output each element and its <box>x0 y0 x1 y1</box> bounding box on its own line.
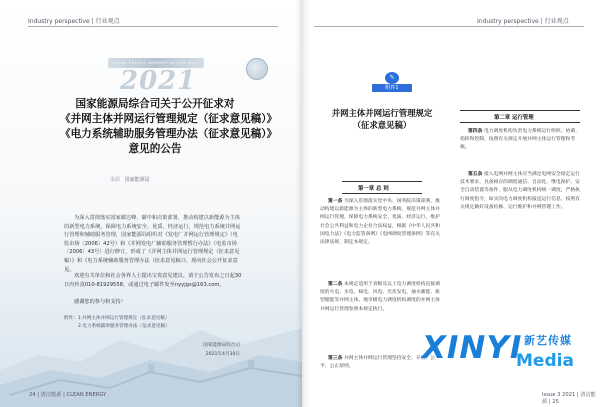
left-footer-journal-cn: 清洁能源 <box>40 392 62 398</box>
left-footer-journal-en: CLEAN ENERGY <box>66 392 107 398</box>
title-line: 《电力系统辅助服务管理办法（征求意见稿）》 <box>60 128 278 140</box>
badge-label: 附件1 <box>372 84 412 92</box>
right-header-rule <box>314 26 584 27</box>
signoff-org: 国家能源局综合司 <box>203 343 240 348</box>
article <box>320 198 444 247</box>
logo-cn: 新艺传媒 <box>524 334 572 347</box>
right-footer: Issue 3 2021 | 清洁能源 | 25 <box>542 392 596 405</box>
article <box>460 171 580 212</box>
article-text: 并网主体并网运行管理坚持安全、开放、公平、公正原则。 <box>320 356 436 370</box>
source-line <box>110 176 150 183</box>
left-header-en: Industry perspective <box>28 18 90 25</box>
body-paragraph: 感谢您的参与和支持！ <box>74 299 126 305</box>
signoff <box>170 342 240 359</box>
article-number: 第三条 <box>328 356 343 361</box>
attachment-badge <box>372 72 412 94</box>
right-footer-journal-cn: 清洁能源 <box>542 392 596 405</box>
article-number: 第二条 <box>328 282 343 287</box>
chapter-heading: 第一章 总 则 <box>358 186 389 192</box>
issue-year: 2021 <box>562 392 576 398</box>
issue-label: Issue 3 <box>542 392 561 398</box>
right-header-en: Industry perspective <box>477 18 539 25</box>
year-banner: CHINA ENERGY ADMINISTRATION 2021 <box>108 58 204 68</box>
attachment-item: 2.电力系统辅助服务管理办法（征求意见稿） <box>78 323 170 329</box>
logo-wordmark: XINYI <box>422 330 523 366</box>
right-header-cn: 行业观点 <box>544 18 569 25</box>
body-paragraph: 为深入贯彻落实国家碳达峰、碳中和决策部署，推动构建以新能源为主体的新型电力系统，保障电力系统安全、优质、经济运行，规范电力系统并网运行管理和辅助服务管理，国家能源局组织对《发电厂并网运行管理规定》（电监市场〔2006〕42号）和《并网发电厂辅助服务管理暂行办法》（电监市场〔2006〕43号）进行修订，形成了《并网主体并网运行管理规定（征求意见稿）》和《电力系统辅助服务管理办法（征求意见稿）》，现向社会公开征求意见。 <box>64 215 241 273</box>
right-header: Industry perspective | 行业观点 <box>477 18 569 25</box>
article-number: 第四条 <box>468 129 483 134</box>
article-number: 第一条 <box>328 199 343 204</box>
signoff-date: 2021年4月30日 <box>205 351 240 357</box>
chapter-rule <box>460 110 580 111</box>
pen-icon: ✎ <box>385 72 399 84</box>
title-line: 意见的公告 <box>128 143 182 155</box>
left-header-rule <box>28 26 278 27</box>
logo-media: Media <box>516 351 574 371</box>
doc-title-line: 并网主体并网运行管理规定 <box>331 108 433 118</box>
doc-title-line: （征求意见稿） <box>352 120 412 130</box>
chapter-heading: 第二章 运行管理 <box>494 115 534 121</box>
xinyi-media-logo <box>422 330 592 390</box>
left-page-number: 24 <box>29 392 36 398</box>
chapter-rule <box>342 181 422 182</box>
article <box>320 281 444 314</box>
article-text: 本规定适用于省级及以上电力调度机构直接调度的火电、水电、核电、风电、光伏发电、抽水蓄能、新型储能等并网主体。地市级电力调度机构调度的并网主体并网运行管理参照本规定执行。 <box>320 282 440 312</box>
left-footer: 24 | 清洁能源 | CLEAN ENERGY <box>29 392 107 398</box>
article-text: 为深入贯彻落实党中央、国务院决策部署，推动构建以新能源为主体的新型电力系统，规范并网主体并网运行管理，保障电力系统安全、优质、经济运行，维护社会公共利益和电力企业合法权益，根据《中华人民共和国电力法》《电力监管条例》《电网调度管理条例》等有关法律法规，制定本规定。 <box>320 199 440 246</box>
article-text: 电力调度机构负责电力系统运行组织、协调、指挥和控制，按照有关规定开展并网主体运行管理和考核。 <box>460 129 580 151</box>
article-text: 接入电网并网主体应当满足电网安全稳定运行技术要求，具备相应的调度通信、自动化、继电保护、安全自动装置等条件，服从电力调度机构统一调度，严格执行调度指令，如实向电力调度机构报送运行信息，按照有关规定做好设备检修、运行维护和并网管理工作。 <box>460 172 580 210</box>
left-header-cn: 行业观点 <box>95 18 120 25</box>
chapter-rule <box>460 122 580 123</box>
announcement-title <box>60 97 278 157</box>
body-paragraph: 欢迎有关单位和社会各界人士提出宝贵意见建议，请于公告发布之日起30日内传真010-81929558，或通过电子邮件发至nyyjgs@163.com。 <box>64 273 242 288</box>
title-line: 国家能源局综合司关于公开征求对 <box>75 98 235 110</box>
title-line: 《并网主体并网运行管理规定（征求意见稿）》 <box>60 113 278 125</box>
chapter-rule <box>342 193 422 194</box>
document-title <box>324 107 440 131</box>
year-number: 2021 <box>120 66 197 96</box>
year-emblem <box>100 58 210 94</box>
globe-icon <box>246 58 268 80</box>
left-header: Industry perspective | 行业观点 <box>28 18 120 25</box>
article-number: 第五条 <box>468 172 483 177</box>
right-page <box>302 0 600 407</box>
article <box>460 128 580 153</box>
source-value: 国家能源局 <box>124 177 150 183</box>
attachment-item: 附件：1.并网主体并网运行管理规定（征求意见稿） <box>64 316 170 321</box>
right-page-number: 25 <box>552 399 559 405</box>
source-label: 来源 <box>110 177 121 183</box>
attachments <box>64 315 170 330</box>
